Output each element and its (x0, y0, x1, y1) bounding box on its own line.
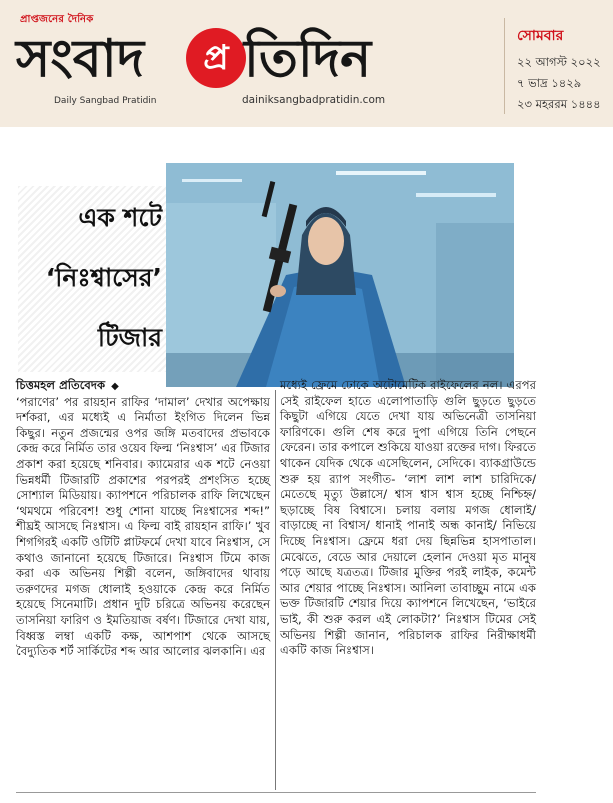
bottom-rule (16, 792, 536, 793)
article-column-left (16, 378, 270, 660)
byline (16, 378, 119, 392)
headline-line-1: এক শটে (78, 203, 162, 232)
logo-circle-icon (186, 28, 246, 88)
logo-text-part1: সংবাদ (16, 28, 145, 89)
logo-badge-letter: প্র (203, 38, 229, 78)
newspaper-logo (8, 26, 408, 92)
english-subtitle: Daily Sangbad Pratidin (54, 96, 157, 106)
article-text-left: ‘পরাণের’ পর রায়হান রাফির ‘দামাল’ দেখার অপেক্ষায় দর্শকরা, এর মধ্যেই এ নির্মাতা ইংগিত দিলেন ভিন্ন কিছুর। নতুন প্রজন্মের ওপর জঙ্গি মতবাদের প্রভাবকে কেন্দ্র করে নির্মিত তার ওয়েব ফিল্ম ‘নিঃশ্বাস’ এর টিজার প্রকাশ করা হয়েছে শনিবার। ক্যামেরার এক শটে নেওয়া ভিন্নধর্মী টিজারটি প্রকাশের পরপরই প্রশংসিত হচ্ছে সোশ্যাল মিডিয়ায়। ক্যাপশনে পরিচালক রাফি লিখেছেন ‘থমথমে পরিবেশ! শুধু শোনা যাচ্ছে নিঃশ্বাসের শব্দ!” শীঘ্রই আসছে নিঃশ্বাস। এ ফিল্ম বাই রায়হান রাফি।’ খুব শিগগিরই একটি ওটিটি প্লাটফর্মে দেখা যাবে নিঃশ্বাস, সে কথাও জানানো হয়েছে টিজারে। নিঃশ্বাস টিমে কাজ করা এক অভিনয় শিল্পী বলেন, জঙ্গিবাদের থাবায় তরুণদের মগজ ধোলাই হওয়াকে কেন্দ্র করে নির্মিত হয়েছে সিনেমাটি। প্রধান দুটি চরিত্রে অভিনয় করেছেন তাসনিয়া ফারিণ ও ইমতিয়াজ বর্ষণ। টিজারে দেখা যায়, বিধ্বস্ত লম্বা একটি কক্ষ, আশপাশ থেকে আসছে বৈদ্যুতিক শর্ট সার্কিটের শব্দ আর আলোর ঝলকানি। এর (16, 394, 270, 659)
website-url: dainiksangbadpratidin.com (242, 94, 386, 106)
article-text-right: মধ্যেই ফ্রেমে ঢোকে অটোমেটিক রাইফেলের নল। এরপর সেই রাইফেল হাতে এলোপাতাড়ি গুলি ছুড়তে ছুড়তে কিছুটা এগিয়ে যেতে দেখা যায় অভিনেত্রী তাসনিয়া ফারিণকে। গুলি শেষ করে দুপা এগিয়ে তিনি পেছনে ফেরেন। তার কপালে শুকিয়ে যাওয়া রক্তের দাগ। ফিরতে থাকেন যেদিক থেকে এসেছিলেন, সেদিকে। ব্যাকগ্রাউন্ডে শুরু হয় র‌্যাপ সংগীত- ‘লাশ লাশ লাশ চারিদিকে/ মেতেছে মৃত্যু উল্লাসে/ শ্বাস শ্বাস শ্বাস হচ্ছে নিশ্চিহ্ন/ ছড়াচ্ছে বিষ বিশ্বাসে। চলায় বলায় মগজ ধোলাই/ বাড়াচ্ছে না বিশ্বাস/ ধানাই পানাই অন্ধ কানাই/ নিভিয়ে দিচ্ছে নিঃশ্বাস। ফ্রেমে ধরা দেয় ছিন্নভিন্ন হাসপাতাল। মেঝেতে, বেডে আর দেয়ালে হেলান দেওয়া মৃত মানুষ পড়ে আছে যত্রতত্র। টিজার মুক্তির পরই লাইক, কমেন্ট আর শেয়ার পাচ্ছে নিঃশ্বাস। আনিলা তাবাচ্ছুম নামে এক ভক্ত টিজারটি শেয়ার দিয়ে ক্যাপশনে লিখেছেন, ‘ভাইরে ভাই, কী শুরু করল এই লোকটা?’ নিঃশ্বাস টিমের সেই অভিনয় শিল্পী জানান, পরিচালক রাফির নিরীক্ষাধর্মী একটি কাজ নিঃশ্বাস। (280, 378, 536, 658)
headline-line-3: টিজার (97, 323, 162, 352)
logo-text-part2: তিদিন (244, 28, 372, 89)
date-bengali: ৭ ভাদ্র ১৪২৯ (517, 76, 582, 90)
column-divider (275, 390, 276, 790)
headline-line-2: ‘নিঃশ্বাসের’ (45, 263, 162, 292)
date-hijri: ২৩ মহররম ১৪৪৪ (517, 97, 601, 111)
rifle-woman-photo-icon (166, 163, 514, 387)
masthead-divider (504, 18, 505, 114)
article-column-right (280, 378, 536, 659)
article-photo (166, 163, 514, 387)
weekday: সোমবার (517, 28, 564, 44)
masthead (0, 0, 613, 127)
diamond-icon: ◆ (111, 381, 119, 392)
date-gregorian: ২২ আগস্ট ২০২২ (517, 55, 601, 69)
byline-text: চিত্তমহল প্রতিবেদক (16, 378, 106, 392)
masthead-tagline: প্রাপ্তজনের দৈনিক (20, 14, 94, 25)
